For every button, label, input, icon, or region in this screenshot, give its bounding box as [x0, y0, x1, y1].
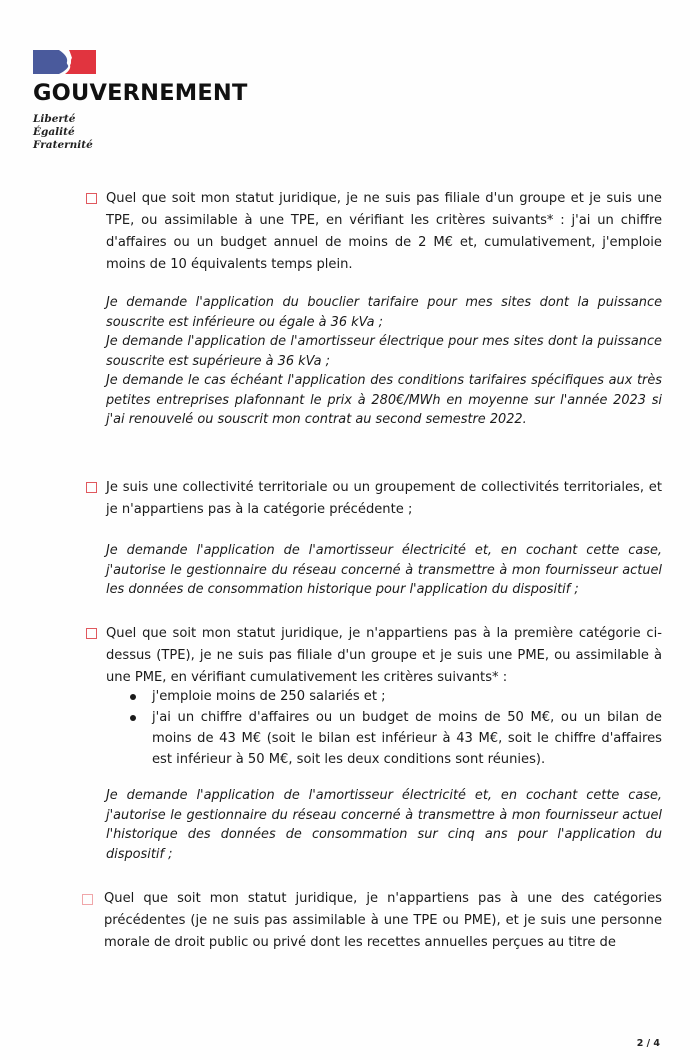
- marianne-logo: [33, 50, 96, 74]
- checkbox-autres[interactable]: [82, 894, 93, 905]
- list-item: j'emploie moins de 250 salariés et ;: [130, 686, 662, 707]
- request-tarif-tpe: Je demande le cas échéant l'application des conditions tarifaires spécifiques aux très petites entreprises plafonnant le prix à 280€/MWh en moyenne sur l'année 2023 si j'ai renouvelé ou souscrit mon contrat au second semestre 2022.: [106, 373, 662, 427]
- checkbox-collectivite[interactable]: [86, 482, 97, 493]
- statement-autres: Quel que soit mon statut juridique, je n'appartiens pas à une des catégories précédentes (je ne suis pas assimilable à une TPE ou PME), et je suis une personne morale de droit public ou privé dont les recettes annuelles perçues au titre de: [104, 891, 662, 950]
- republic-motto: [33, 113, 93, 152]
- page-number: 2 / 4: [636, 1038, 660, 1049]
- government-wordmark: GOUVERNEMENT: [33, 80, 248, 106]
- request-bouclier-tarifaire: Je demande l'application du bouclier tarifaire pour mes sites dont la puissance souscrite est inférieure ou égale à 36 kVa ;: [106, 295, 662, 330]
- marianne-profile-icon: [55, 50, 75, 74]
- request-amortisseur-tpe: Je demande l'application de l'amortisseur électrique pour mes sites dont la puissance souscrite est supérieure à 36 kVa ;: [106, 334, 662, 369]
- bullet-icon: [130, 715, 136, 721]
- statement-tpe: Quel que soit mon statut juridique, je ne suis pas filiale d'un groupe et je suis une TPE, ou assimilable à une TPE, en vérifiant les critères suivants* : j'ai un chiffre d'affaires ou un budget annuel de moins de 2 M€ et, cumulativement, j'emploie moins de 10 équivalents temps plein.: [106, 191, 662, 272]
- request-amortisseur-pme: Je demande l'application de l'amortisseur électricité et, en cochant cette case, j'autorise le gestionnaire du réseau concerné à transmettre à mon fournisseur actuel l'historique des données de consommation sur cinq ans pour l'application du dispositif ;: [106, 788, 662, 862]
- bullet-icon: [130, 694, 136, 700]
- pme-criteria-list: [130, 686, 662, 770]
- statement-collectivite: Je suis une collectivité territoriale ou un groupement de collectivités territoriales, et je n'appartiens pas à la catégorie précédente ;: [106, 480, 662, 517]
- request-amortisseur-collectivite: Je demande l'application de l'amortisseur électricité et, en cochant cette case, j'autorise le gestionnaire du réseau concerné à transmettre à mon fournisseur actuel les données de consommation historique pour l'application du dispositif ;: [106, 543, 662, 597]
- list-item: j'ai un chiffre d'affaires ou un budget de moins de 50 M€, ou un bilan de moins de 43 M€ (soit le bilan est inférieur à 43 M€, soit le chiffre d'affaires est inférieur à 50 M€, soit les deux conditions sont réunies).: [130, 707, 662, 770]
- flag-icon: [33, 50, 96, 74]
- statement-pme: Quel que soit mon statut juridique, je n'appartiens pas à la première catégorie ci-dessus (TPE), je ne suis pas filiale d'un groupe et je suis une PME, ou assimilable à une PME, en vérifiant cumulativement les critères suivants* :: [106, 626, 662, 685]
- motto-egalite: Égalité: [33, 126, 75, 138]
- motto-fraternite: Fraternité: [33, 139, 93, 151]
- checkbox-pme[interactable]: [86, 628, 97, 639]
- motto-liberte: Liberté: [33, 113, 76, 125]
- checkbox-tpe[interactable]: [86, 193, 97, 204]
